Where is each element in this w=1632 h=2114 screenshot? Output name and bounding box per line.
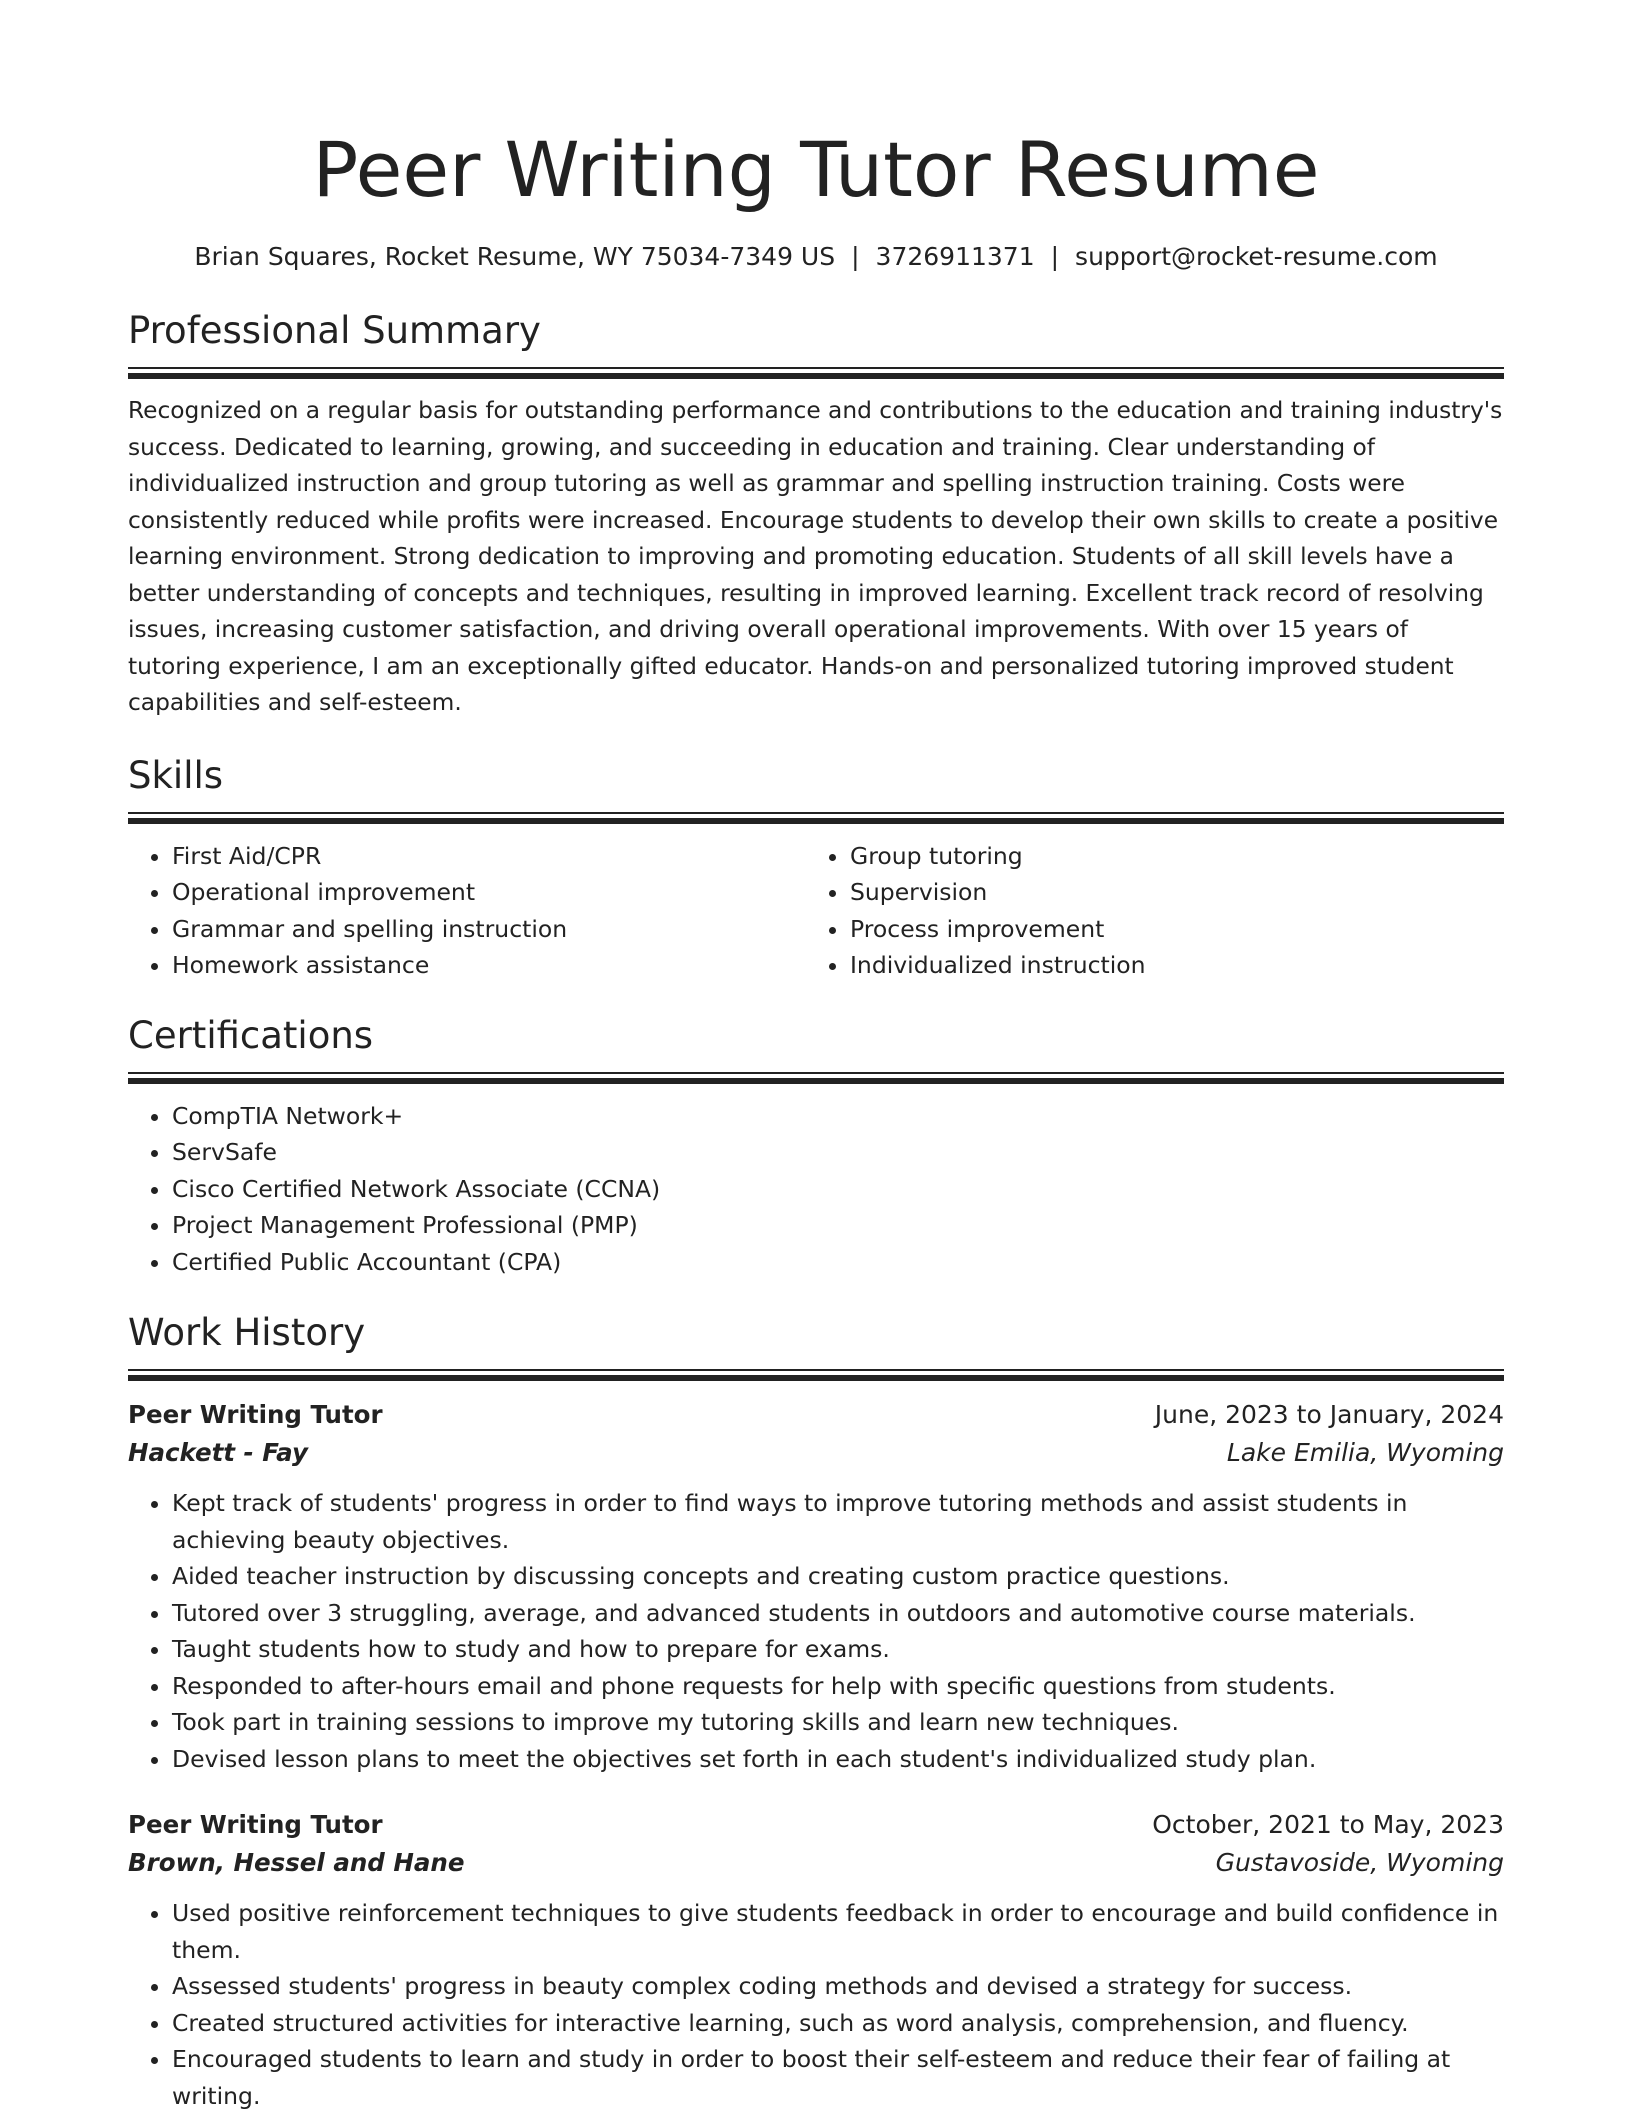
job-bullet: • Kept track of students' progress in order to find ways to improve tutoring methods and assist students in achieving beauty objectives. — [172, 1485, 1504, 1558]
job-bullet: • Responded to after-hours email and phone requests for help with specific questions from students. — [172, 1668, 1504, 1705]
contact-phone: 3726911371 — [875, 242, 1035, 271]
job-dates: October, 2021 to May, 2023 — [1152, 1810, 1504, 1839]
skill-item: • Operational improvement — [172, 874, 806, 911]
skill-item: • Grammar and spelling instruction — [172, 911, 806, 948]
job-location: Gustavoside, Wyoming — [1215, 1848, 1504, 1877]
section-divider — [128, 812, 1504, 824]
job-header-row — [128, 1807, 1504, 1843]
skill-item: • First Aid/CPR — [172, 838, 806, 875]
section-divider — [128, 367, 1504, 379]
job-bullet: • Assessed students' progress in beauty complex coding methods and devised a strategy for success. — [172, 1968, 1504, 2005]
job-title: Peer Writing Tutor — [128, 1400, 383, 1429]
skill-item: • Process improvement — [850, 911, 1484, 948]
job-bullet: • Aided teacher instruction by discussing concepts and creating custom practice questions. — [172, 1558, 1504, 1595]
job-company-row — [128, 1433, 1504, 1473]
skill-item: • Individualized instruction — [850, 947, 1484, 984]
certifications-list — [128, 1098, 1504, 1281]
contact-separator: | — [1050, 242, 1060, 271]
job-entry — [128, 1807, 1504, 2114]
skills-section — [128, 752, 1504, 984]
certifications-heading: Certifications — [128, 1013, 374, 1057]
certification-item: • Certified Public Accountant (CPA) — [172, 1244, 1504, 1281]
job-title: Peer Writing Tutor — [128, 1810, 383, 1839]
certifications-section — [128, 1012, 1504, 1281]
job-bullet: • Tutored over 3 struggling, average, and advanced students in outdoors and automotive course materials. — [172, 1595, 1504, 1632]
section-divider — [128, 1072, 1504, 1084]
summary-section — [128, 307, 1504, 722]
job-bullets — [128, 1895, 1504, 2114]
resume-page — [128, 0, 1504, 2114]
summary-text: Recognized on a regular basis for outstanding performance and contributions to the education and training industry's success. Dedicated to learning, growing, and succeeding in education and training. Clear understanding of individualized instruction and group tutoring as well as grammar and spelling instruction training. Costs were consistently reduced while profits were increased. Encourage students to develop their own skills to create a positive learning environment. Strong dedication to improving and promoting education. Students of all skill levels have a better understanding of concepts and techniques, resulting in improved learning. Excellent track record of resolving issues, increasing customer satisfaction, and driving overall operational improvements. With over 15 years of tutoring experience, I am an exceptionally gifted educator. Hands-on and personalized tutoring improved student capabilities and self-esteem. — [128, 397, 1503, 716]
job-location: Lake Emilia, Wyoming — [1226, 1438, 1504, 1467]
certification-item: • ServSafe — [172, 1134, 1504, 1171]
certification-item: • Project Management Professional (PMP) — [172, 1207, 1504, 1244]
certification-item: • CompTIA Network+ — [172, 1098, 1504, 1135]
job-company-row — [128, 1843, 1504, 1883]
skill-item: • Supervision — [850, 874, 1484, 911]
job-header-row — [128, 1397, 1504, 1433]
job-company: Brown, Hessel and Hane — [128, 1848, 465, 1877]
section-divider — [128, 1369, 1504, 1381]
job-bullet: • Created structured activities for interactive learning, such as word analysis, comprehension, and fluency. — [172, 2005, 1504, 2042]
contact-email: support@rocket-resume.com — [1075, 242, 1438, 271]
skill-item: • Homework assistance — [172, 947, 806, 984]
job-company: Hackett - Fay — [128, 1438, 308, 1467]
skill-item: • Group tutoring — [850, 838, 1484, 875]
resume-title: Peer Writing Tutor Resume — [312, 125, 1320, 214]
contact-address: Brian Squares, Rocket Resume, WY 75034-7349 US — [194, 242, 836, 271]
contact-line — [128, 240, 1504, 274]
contact-separator: | — [851, 242, 860, 271]
job-bullet: • Encouraged students to learn and study in order to boost their self-esteem and reduce their fear of failing at writing. — [172, 2041, 1504, 2114]
job-bullet: • Used positive reinforcement techniques to give students feedback in order to encourage and build confidence in them. — [172, 1895, 1504, 1968]
job-bullet: • Taught students how to study and how to prepare for exams. — [172, 1631, 1504, 1668]
job-bullets — [128, 1485, 1504, 1777]
job-dates: June, 2023 to January, 2024 — [1154, 1400, 1504, 1429]
summary-heading: Professional Summary — [128, 309, 541, 352]
work-history-heading: Work History — [128, 1311, 366, 1354]
certification-item: • Cisco Certified Network Associate (CCNA) — [172, 1171, 1504, 1208]
skills-list-right — [806, 838, 1484, 984]
skills-grid — [128, 838, 1504, 984]
skills-list-left — [128, 838, 806, 984]
job-bullet: • Devised lesson plans to meet the objectives set forth in each student's individualized study plan. — [172, 1741, 1504, 1778]
job-bullet: • Took part in training sessions to improve my tutoring skills and learn new techniques. — [172, 1704, 1504, 1741]
job-entry — [128, 1397, 1504, 1777]
work-history-section — [128, 1309, 1504, 2114]
skills-heading: Skills — [128, 753, 224, 797]
